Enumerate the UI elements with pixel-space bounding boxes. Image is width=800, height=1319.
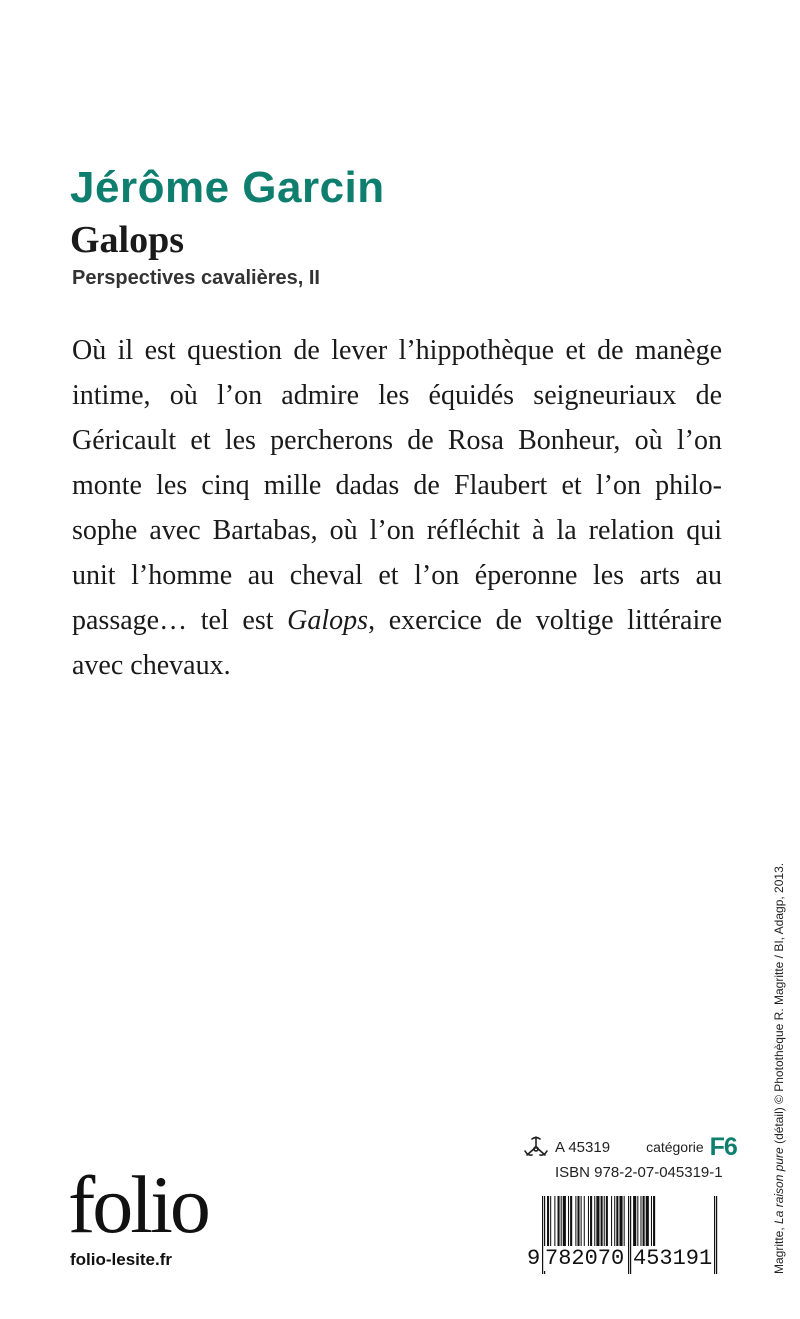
category-code: F6 [709, 1132, 737, 1161]
blurb-line: Où il est question de lever l’hippothèque et de manège [72, 335, 722, 366]
barcode-group-left: 782070 [545, 1246, 625, 1271]
credit-text-run: Magritte, [772, 1223, 786, 1274]
blurb-line: Géricault et les percherons de Rosa Bonheur, où l’on [72, 425, 722, 456]
blurb-text-run: passage… tel est [72, 605, 288, 636]
blurb-line: unit l’homme au cheval et l’on éperonne les arts au [72, 560, 722, 591]
credit-text-run: (détail) © Photothèque R. Magritte / BI, Adagp, 2013. [772, 862, 786, 1148]
blurb-italic-title: Galops [287, 605, 369, 636]
blurb-text [72, 328, 722, 688]
blurb-line: monte les cinq mille dadas de Flaubert et l’on philo- [72, 470, 722, 501]
image-credit [772, 863, 786, 1274]
blurb-text-run: , exercice de voltige littéraire [368, 605, 723, 636]
book-subtitle: Perspectives cavalières, II [72, 267, 320, 289]
publisher-website: folio-lesite.fr [70, 1250, 173, 1269]
blurb-line: intime, où l’on admire les équidés seigneuriaux de [72, 380, 722, 411]
category-label: catégorie [646, 1139, 704, 1155]
author-name: Jérôme Garcin [70, 163, 385, 212]
book-title: Galops [70, 219, 185, 261]
blurb-line: sophe avec Bartabas, où l’on réfléchit à la relation qui [72, 515, 722, 546]
gallimard-monogram-icon [523, 1135, 549, 1159]
catalog-number: A 45319 [555, 1138, 611, 1156]
catalog-info [523, 1132, 737, 1162]
blurb-line [72, 598, 722, 643]
barcode-digits [528, 1246, 728, 1272]
barcode-first-digit: 9 [527, 1246, 541, 1271]
barcode-group-right: 453191 [633, 1246, 713, 1271]
isbn: ISBN 978-2-07-045319-1 [555, 1164, 723, 1181]
credit-italic-title: La raison pure [772, 1147, 786, 1224]
blurb-line: avec chevaux. [72, 650, 231, 681]
folio-logo: folio [68, 1159, 208, 1250]
